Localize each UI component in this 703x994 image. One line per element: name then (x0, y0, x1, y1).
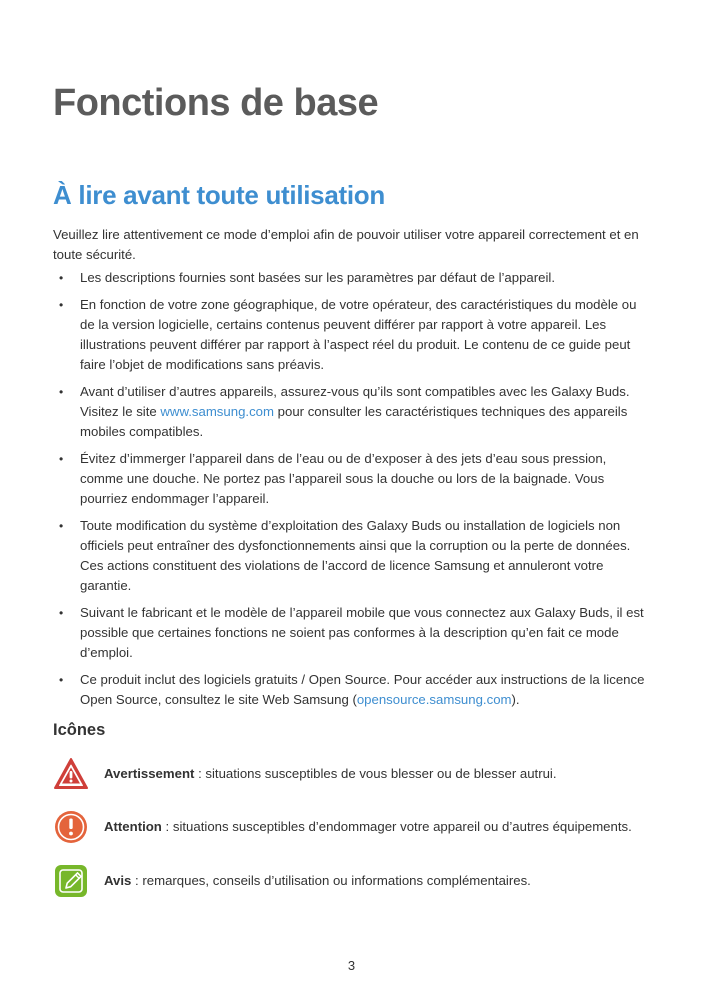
bullet-text-after-link: pour consulter les caractéristiques techniques des appareils mobiles compatibles. (80, 404, 628, 439)
icon-row-caution (53, 810, 673, 844)
bullet-text: Suivant le fabricant et le modèle de l’appareil mobile que vous connectez aux Galaxy Buds, il est possible que certaines fonctions ne soient pas conformes à la description qu’en fait ce mode d’emploi. (80, 605, 644, 660)
icons-heading: Icônes (53, 721, 106, 739)
page-title: Fonctions de base (53, 82, 379, 124)
note-text: : remarques, conseils d’utilisation ou informations complémentaires. (131, 873, 531, 888)
bullet-marker: • (59, 452, 64, 466)
warning-triangle-icon (53, 757, 89, 791)
bullet-text: Les descriptions fournies sont basées sur les paramètres par défaut de l’appareil. (80, 270, 556, 285)
list-item (53, 670, 653, 710)
bullet-list (53, 268, 653, 717)
icon-row-warning (53, 757, 673, 791)
list-item (53, 268, 653, 288)
warning-description (104, 765, 557, 783)
caution-text: : situations susceptibles d’endommager votre appareil ou d’autres équipements. (161, 819, 632, 834)
list-item (53, 603, 653, 663)
bullet-text: En fonction de votre zone géographique, de votre opérateur, des caractéristiques du modèle ou de la version logicielle, certains contenus peuvent différer par rapport à votre appareil. Les illustrations peuvent différer par rapport à l’aspect réel du produit. Le contenu de ce guide peut faire l’objet de modifications sans préavis. (80, 297, 637, 372)
note-description (104, 872, 531, 890)
bullet-marker: • (59, 519, 64, 533)
caution-exclamation-icon (53, 810, 89, 844)
bullet-text-before-link: Ce produit inclut des logiciels gratuits / Open Source. Pour accéder aux instructions de la licence Open Source, consultez le site Web Samsung ( (80, 672, 645, 707)
samsung-website-link[interactable]: www.samsung.com (160, 404, 274, 419)
bullet-marker: • (59, 606, 64, 620)
page-number: 3 (347, 958, 356, 973)
bullet-text-after-link: ). (511, 692, 520, 707)
section-title: À lire avant toute utilisation (53, 180, 385, 210)
bullet-marker: • (59, 385, 64, 399)
warning-label: Avertissement (104, 766, 195, 781)
caution-label: Attention (104, 819, 162, 834)
list-item (53, 382, 653, 442)
list-item (53, 449, 653, 509)
list-item (53, 295, 653, 375)
intro-paragraph: Veuillez lire attentivement ce mode d’emploi afin de pouvoir utiliser votre appareil correctement et en toute sécurité. (53, 227, 639, 262)
bullet-text: Évitez d’immerger l’appareil dans de l’eau ou de d’exposer à des jets d’eau sous pression, comme une douche. Ne portez pas l’appareil sous la douche ou lors de la baignade. Vous pourriez endommager l’appareil. (80, 451, 607, 506)
warning-text: : situations susceptibles de vous blesser ou de blesser autrui. (194, 766, 557, 781)
bullet-text-before-link: Avant d’utiliser d’autres appareils, assurez-vous qu’ils sont compatibles avec les Galaxy Buds. Visitez le site (80, 384, 630, 419)
bullet-marker: • (59, 673, 64, 687)
icon-row-note (53, 864, 673, 898)
bullet-text: Toute modification du système d’exploitation des Galaxy Buds ou installation de logiciels non officiels peut entraîner des dysfonctionnements ainsi que la corruption ou la perte de données. Ces actions constituent des violations de l’accord de licence Samsung et annuleront votre garantie. (80, 518, 631, 593)
note-label: Avis (104, 873, 132, 888)
bullet-marker: • (59, 271, 64, 285)
bullet-marker: • (59, 298, 64, 312)
list-item (53, 516, 653, 596)
opensource-website-link[interactable]: opensource.samsung.com (356, 692, 512, 707)
caution-description (104, 818, 632, 836)
note-pencil-icon (53, 864, 89, 898)
